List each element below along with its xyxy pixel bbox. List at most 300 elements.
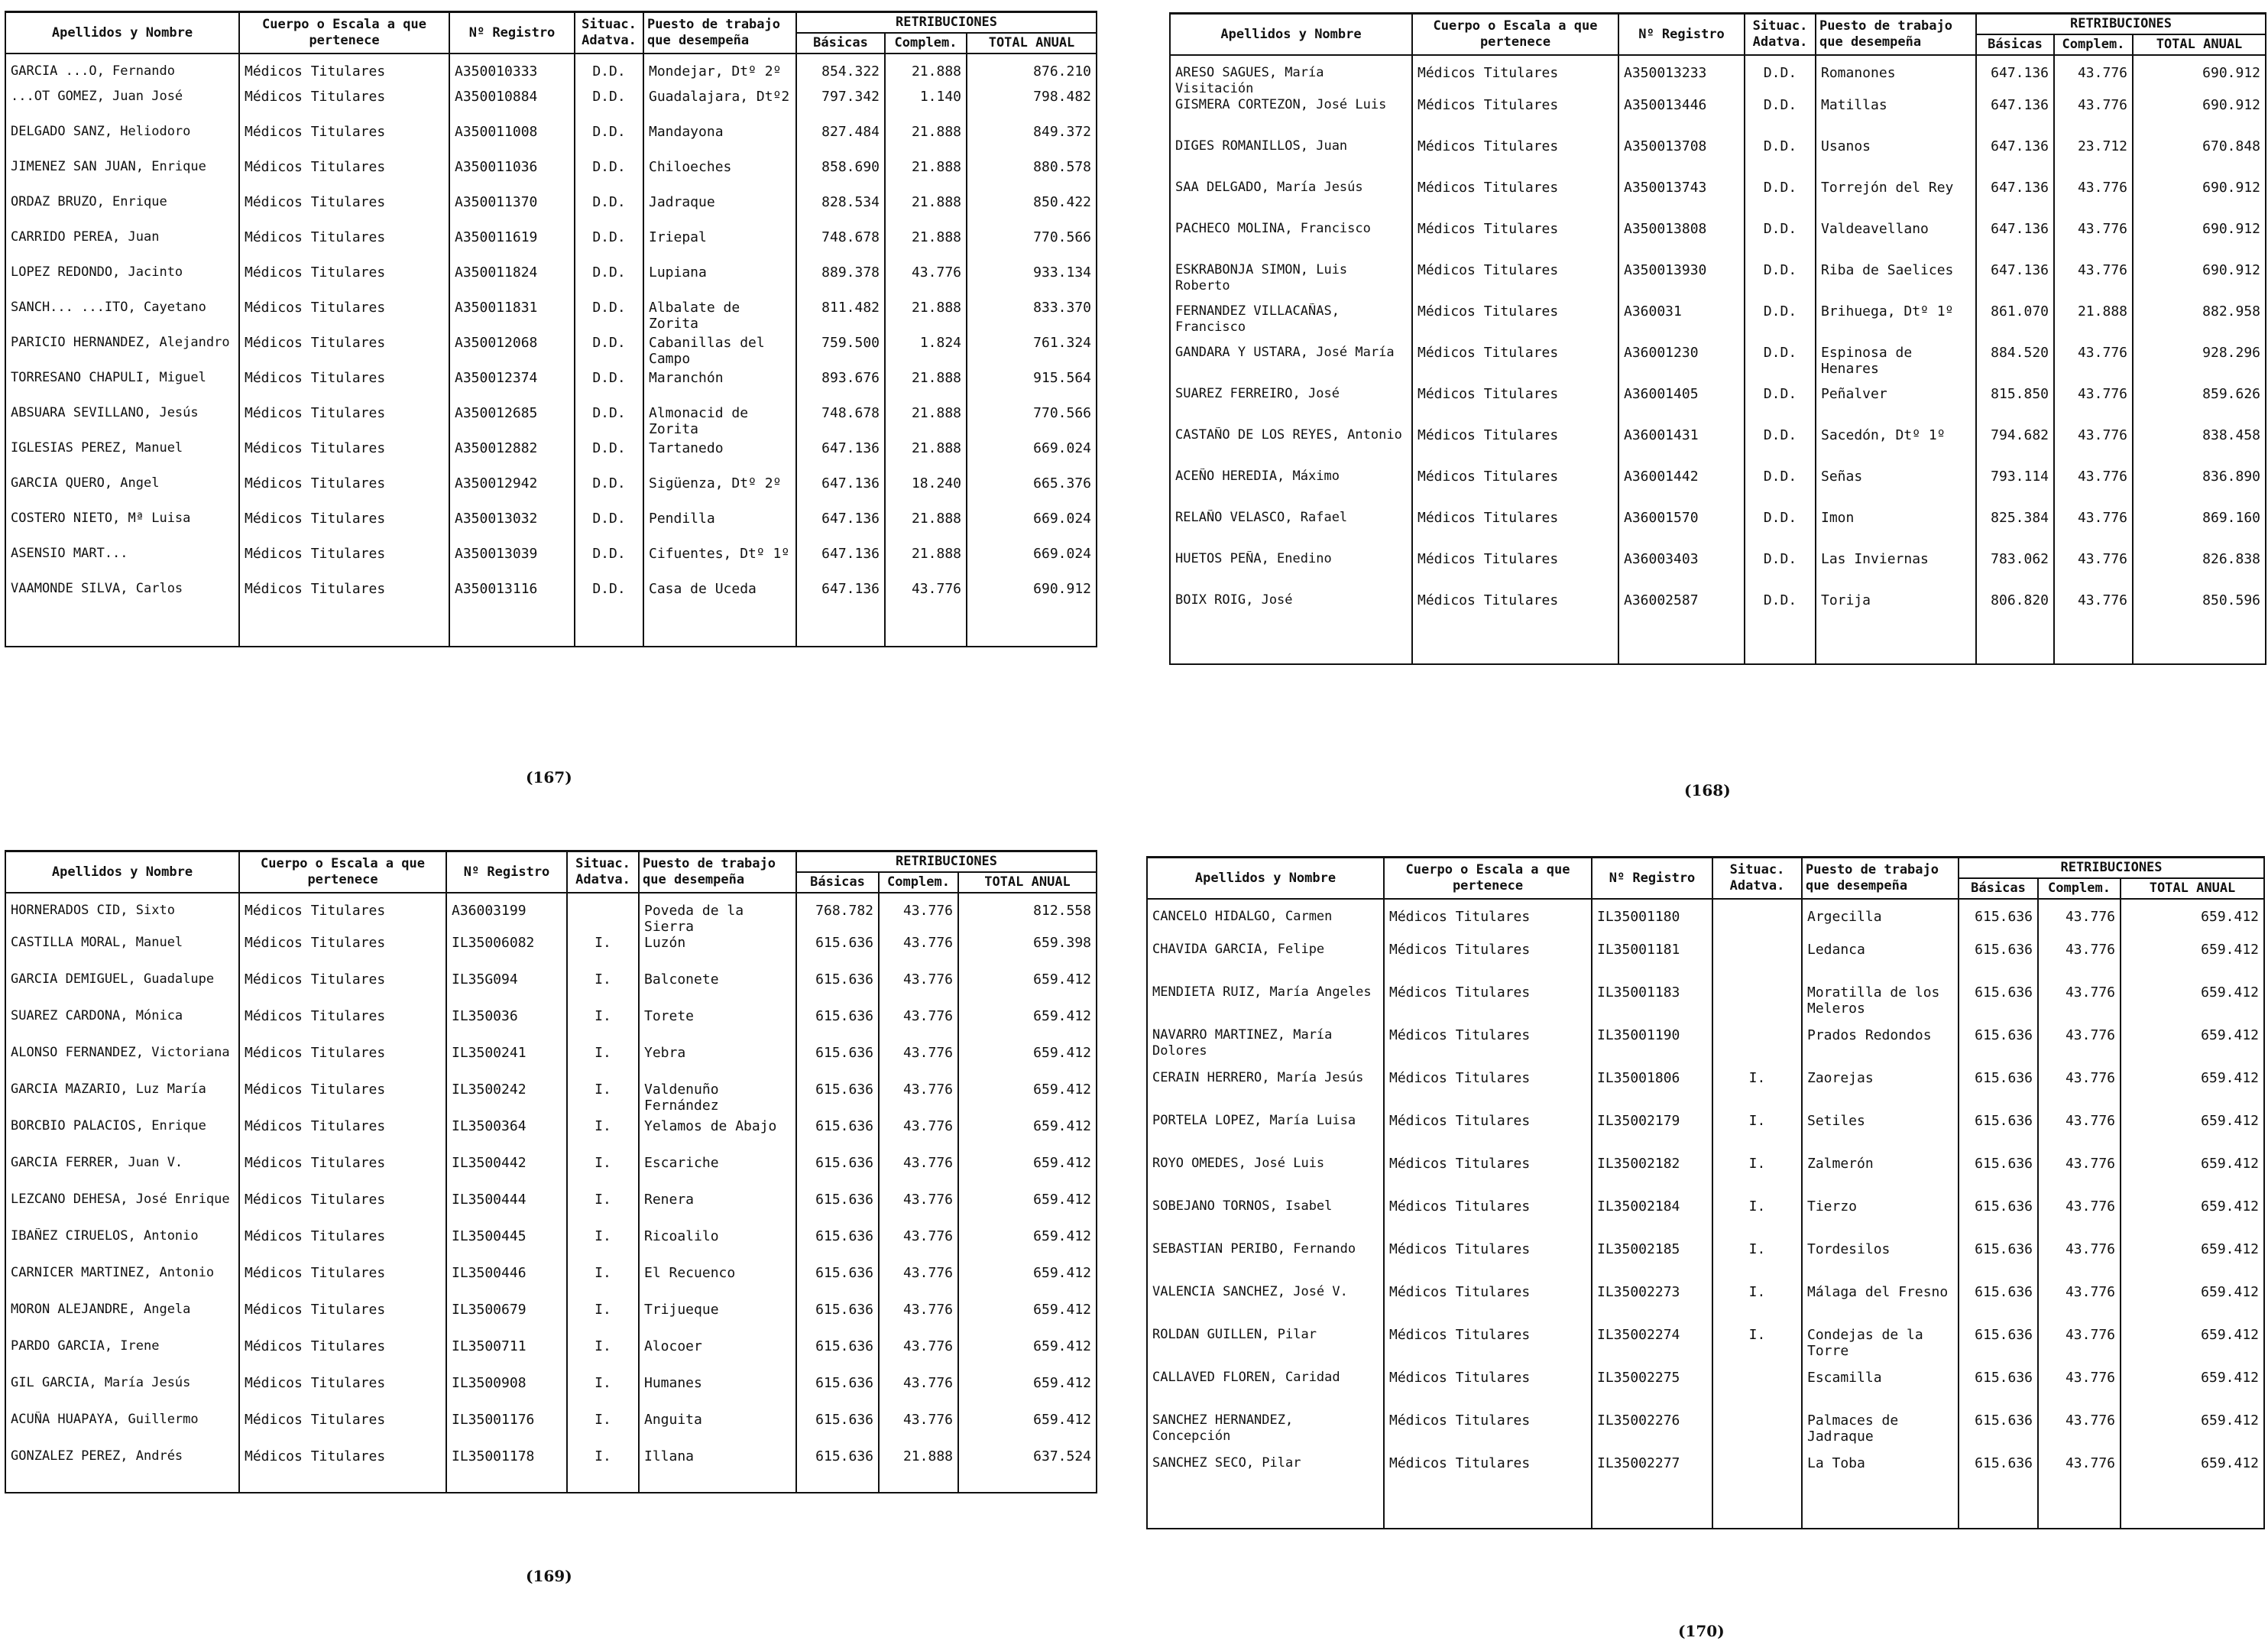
name-cell: ESKRABONJA SIMON, Luis Roberto xyxy=(1170,262,1412,303)
table-row xyxy=(5,229,1097,264)
total-cell: 659.412 xyxy=(958,1008,1097,1045)
name-cell: BORCBIO PALACIOS, Enrique xyxy=(5,1118,239,1155)
total-cell: 690.912 xyxy=(967,581,1097,616)
puesto-cell: Condejas de la Torre xyxy=(1802,1327,1959,1370)
registro-cell: IL35001178 xyxy=(446,1448,567,1485)
cuerpo-cell: Médicos Titulares xyxy=(239,370,449,405)
table-spacer-row xyxy=(5,616,1097,647)
spacer-cell xyxy=(2133,634,2266,664)
complem-cell: 43.776 xyxy=(879,971,958,1008)
situac-cell xyxy=(1712,1370,1802,1412)
table-170-body xyxy=(1147,899,2264,1529)
table-row xyxy=(5,475,1097,511)
situac-cell: I. xyxy=(1712,1113,1802,1156)
cuerpo-cell: Médicos Titulares xyxy=(239,893,446,935)
complem-cell: 43.776 xyxy=(879,1375,958,1412)
table-row xyxy=(5,89,1097,124)
situac-cell: D.D. xyxy=(1745,427,1816,469)
puesto-cell: Espinosa de Henares xyxy=(1816,345,1976,386)
table-row xyxy=(1147,1412,2264,1455)
basicas-cell: 615.636 xyxy=(1959,1198,2038,1241)
situac-cell: I. xyxy=(1712,1327,1802,1370)
name-cell: HORNERADOS CID, Sixto xyxy=(5,893,239,935)
table-row xyxy=(5,1082,1097,1118)
basicas-cell: 858.690 xyxy=(796,159,885,194)
header-cuerpo: Cuerpo o Escala a que pertenece xyxy=(239,851,446,893)
table-row xyxy=(5,1118,1097,1155)
basicas-cell: 615.636 xyxy=(796,1338,879,1375)
complem-cell: 21.888 xyxy=(885,159,967,194)
situac-cell: D.D. xyxy=(575,475,643,511)
complem-cell: 21.888 xyxy=(885,54,967,89)
complem-cell: 43.776 xyxy=(2038,984,2121,1027)
header-complem: Complem. xyxy=(2038,878,2121,899)
table-row xyxy=(1147,942,2264,984)
table-row xyxy=(5,581,1097,616)
table-row xyxy=(1170,180,2266,221)
puesto-cell: Imon xyxy=(1816,510,1976,551)
name-cell: ROLDAN GUILLEN, Pilar xyxy=(1147,1327,1384,1370)
puesto-cell: Palmaces de Jadraque xyxy=(1802,1412,1959,1455)
situac-cell: I. xyxy=(567,1265,639,1302)
situac-cell: I. xyxy=(567,1082,639,1118)
basicas-cell: 615.636 xyxy=(796,1045,879,1082)
puesto-cell: Cabanillas del Campo xyxy=(643,335,796,370)
total-cell: 659.412 xyxy=(958,1192,1097,1228)
complem-cell: 43.776 xyxy=(2054,55,2133,97)
total-cell: 659.412 xyxy=(958,1412,1097,1448)
situac-cell: D.D. xyxy=(575,194,643,229)
complem-cell: 43.776 xyxy=(2054,180,2133,221)
basicas-cell: 615.636 xyxy=(796,1412,879,1448)
name-cell: CHAVIDA GARCIA, Felipe xyxy=(1147,942,1384,984)
complem-cell: 21.888 xyxy=(885,124,967,159)
registro-cell: A350012374 xyxy=(449,370,575,405)
table-row xyxy=(5,124,1097,159)
basicas-cell: 827.484 xyxy=(796,124,885,159)
basicas-cell: 794.682 xyxy=(1976,427,2054,469)
complem-cell: 43.776 xyxy=(2038,1412,2121,1455)
puesto-cell: Sigüenza, Dtº 2º xyxy=(643,475,796,511)
total-cell: 659.412 xyxy=(958,1045,1097,1082)
cuerpo-cell: Médicos Titulares xyxy=(239,159,449,194)
puesto-cell: Escariche xyxy=(639,1155,796,1192)
registro-cell: A350012942 xyxy=(449,475,575,511)
total-cell: 690.912 xyxy=(2133,262,2266,303)
table-row xyxy=(1170,221,2266,262)
table-row xyxy=(1147,1027,2264,1070)
header-puesto: Puesto de trabajo que desempeña xyxy=(1802,858,1959,900)
basicas-cell: 615.636 xyxy=(796,1082,879,1118)
spacer-cell xyxy=(1170,634,1412,664)
name-cell: SUAREZ FERREIRO, José xyxy=(1170,386,1412,427)
name-cell: SANCH... ...ITO, Cayetano xyxy=(5,300,239,335)
basicas-cell: 828.534 xyxy=(796,194,885,229)
complem-cell: 43.776 xyxy=(2038,1198,2121,1241)
complem-cell: 43.776 xyxy=(2054,221,2133,262)
total-cell: 659.412 xyxy=(2121,1241,2264,1284)
complem-cell: 43.776 xyxy=(2038,1027,2121,1070)
complem-cell: 21.888 xyxy=(885,546,967,581)
registro-cell: IL35002276 xyxy=(1592,1412,1712,1455)
registro-cell: A350011008 xyxy=(449,124,575,159)
registro-cell: A350011370 xyxy=(449,194,575,229)
total-cell: 850.422 xyxy=(967,194,1097,229)
cuerpo-cell: Médicos Titulares xyxy=(239,1155,446,1192)
cuerpo-cell: Médicos Titulares xyxy=(1412,262,1618,303)
table-row xyxy=(5,405,1097,440)
total-cell: 826.838 xyxy=(2133,551,2266,592)
name-cell: ACUÑA HUAPAYA, Guillermo xyxy=(5,1412,239,1448)
registro-cell: IL3500241 xyxy=(446,1045,567,1082)
situac-cell xyxy=(567,893,639,935)
registro-cell: A350011619 xyxy=(449,229,575,264)
situac-cell: I. xyxy=(567,935,639,971)
complem-cell: 21.888 xyxy=(885,511,967,546)
cuerpo-cell: Médicos Titulares xyxy=(239,1338,446,1375)
total-cell: 659.412 xyxy=(958,1118,1097,1155)
puesto-cell: Anguita xyxy=(639,1412,796,1448)
registro-cell: A350011831 xyxy=(449,300,575,335)
cuerpo-cell: Médicos Titulares xyxy=(239,300,449,335)
registro-cell: IL35002182 xyxy=(1592,1156,1712,1198)
puesto-cell: Peñalver xyxy=(1816,386,1976,427)
puesto-cell: Señas xyxy=(1816,469,1976,510)
name-cell: COSTERO NIETO, Mª Luisa xyxy=(5,511,239,546)
situac-cell: D.D. xyxy=(1745,303,1816,345)
registro-cell: IL35001190 xyxy=(1592,1027,1712,1070)
name-cell: VAAMONDE SILVA, Carlos xyxy=(5,581,239,616)
total-cell: 665.376 xyxy=(967,475,1097,511)
complem-cell: 21.888 xyxy=(885,440,967,475)
puesto-cell: Brihuega, Dtº 1º xyxy=(1816,303,1976,345)
basicas-cell: 815.850 xyxy=(1976,386,2054,427)
name-cell: DELGADO SANZ, Heliodoro xyxy=(5,124,239,159)
situac-cell xyxy=(1712,1027,1802,1070)
name-cell: RELAÑO VELASCO, Rafael xyxy=(1170,510,1412,551)
registro-cell: A350012068 xyxy=(449,335,575,370)
name-cell: GARCIA FERRER, Juan V. xyxy=(5,1155,239,1192)
table-row xyxy=(1170,138,2266,180)
cuerpo-cell: Médicos Titulares xyxy=(239,1302,446,1338)
table-row xyxy=(1147,1370,2264,1412)
puesto-cell: Guadalajara, Dtº2 xyxy=(643,89,796,124)
header-name: Apellidos y Nombre xyxy=(1147,858,1384,900)
basicas-cell: 615.636 xyxy=(796,1155,879,1192)
basicas-cell: 615.636 xyxy=(1959,1070,2038,1113)
basicas-cell: 615.636 xyxy=(1959,984,2038,1027)
name-cell: ORDAZ BRUZO, Enrique xyxy=(5,194,239,229)
situac-cell: I. xyxy=(567,1302,639,1338)
header-total: TOTAL ANUAL xyxy=(2121,878,2264,899)
registro-cell: IL3500364 xyxy=(446,1118,567,1155)
table-row xyxy=(1170,386,2266,427)
cuerpo-cell: Médicos Titulares xyxy=(1412,97,1618,138)
total-cell: 880.578 xyxy=(967,159,1097,194)
complem-cell: 23.712 xyxy=(2054,138,2133,180)
complem-cell: 43.776 xyxy=(879,1192,958,1228)
name-cell: SOBEJANO TORNOS, Isabel xyxy=(1147,1198,1384,1241)
total-cell: 690.912 xyxy=(2133,97,2266,138)
situac-cell: I. xyxy=(567,1338,639,1375)
cuerpo-cell: Médicos Titulares xyxy=(239,335,449,370)
basicas-cell: 615.636 xyxy=(1959,1412,2038,1455)
total-cell: 770.566 xyxy=(967,229,1097,264)
registro-cell: IL350036 xyxy=(446,1008,567,1045)
total-cell: 869.160 xyxy=(2133,510,2266,551)
situac-cell: D.D. xyxy=(575,300,643,335)
cuerpo-cell: Médicos Titulares xyxy=(1384,1241,1592,1284)
cuerpo-cell: Médicos Titulares xyxy=(239,54,449,89)
puesto-cell: Humanes xyxy=(639,1375,796,1412)
name-cell: CARRIDO PEREA, Juan xyxy=(5,229,239,264)
cuerpo-cell: Médicos Titulares xyxy=(1384,1412,1592,1455)
page-number-168: (168) xyxy=(1684,781,1731,799)
cuerpo-cell: Médicos Titulares xyxy=(239,1192,446,1228)
registro-cell: A350013032 xyxy=(449,511,575,546)
name-cell: GARCIA QUERO, Angel xyxy=(5,475,239,511)
registro-cell: A36001570 xyxy=(1618,510,1745,551)
total-cell: 669.024 xyxy=(967,440,1097,475)
puesto-cell: Ledanca xyxy=(1802,942,1959,984)
header-name: Apellidos y Nombre xyxy=(1170,14,1412,56)
total-cell: 850.596 xyxy=(2133,592,2266,634)
table-row xyxy=(5,1375,1097,1412)
cuerpo-cell: Médicos Titulares xyxy=(1412,55,1618,97)
puesto-cell: Torrejón del Rey xyxy=(1816,180,1976,221)
complem-cell: 1.140 xyxy=(885,89,967,124)
name-cell: IGLESIAS PEREZ, Manuel xyxy=(5,440,239,475)
registro-cell: A36001431 xyxy=(1618,427,1745,469)
table-row xyxy=(5,893,1097,935)
table-row xyxy=(5,264,1097,300)
complem-cell: 43.776 xyxy=(2054,97,2133,138)
situac-cell: D.D. xyxy=(575,440,643,475)
total-cell: 659.412 xyxy=(2121,1455,2264,1498)
total-cell: 659.412 xyxy=(958,971,1097,1008)
situac-cell: D.D. xyxy=(575,581,643,616)
total-cell: 690.912 xyxy=(2133,221,2266,262)
cuerpo-cell: Médicos Titulares xyxy=(239,229,449,264)
spacer-cell xyxy=(1959,1498,2038,1529)
header-situac: Situac. Adatva. xyxy=(1745,14,1816,56)
cuerpo-cell: Médicos Titulares xyxy=(1412,138,1618,180)
cuerpo-cell: Médicos Titulares xyxy=(239,1265,446,1302)
header-registro: Nº Registro xyxy=(1618,14,1745,56)
cuerpo-cell: Médicos Titulares xyxy=(1412,592,1618,634)
complem-cell: 43.776 xyxy=(2038,1370,2121,1412)
cuerpo-cell: Médicos Titulares xyxy=(1384,1327,1592,1370)
header-cuerpo: Cuerpo o Escala a que pertenece xyxy=(1412,14,1618,56)
puesto-cell: Tartanedo xyxy=(643,440,796,475)
name-cell: PARICIO HERNANDEZ, Alejandro xyxy=(5,335,239,370)
puesto-cell: Renera xyxy=(639,1192,796,1228)
situac-cell: D.D. xyxy=(1745,97,1816,138)
situac-cell: D.D. xyxy=(575,264,643,300)
header-cuerpo: Cuerpo o Escala a que pertenece xyxy=(1384,858,1592,900)
complem-cell: 21.888 xyxy=(885,229,967,264)
table-170 xyxy=(1146,856,2265,1529)
total-cell: 690.912 xyxy=(2133,55,2266,97)
basicas-cell: 647.136 xyxy=(796,475,885,511)
situac-cell: I. xyxy=(567,1192,639,1228)
situac-cell: D.D. xyxy=(575,335,643,370)
cuerpo-cell: Médicos Titulares xyxy=(239,89,449,124)
basicas-cell: 615.636 xyxy=(1959,1327,2038,1370)
spacer-cell xyxy=(796,1485,879,1493)
puesto-cell: Matillas xyxy=(1816,97,1976,138)
name-cell: LEZCANO DEHESA, José Enrique xyxy=(5,1192,239,1228)
spacer-cell xyxy=(2054,634,2133,664)
registro-cell: A36001442 xyxy=(1618,469,1745,510)
table-row xyxy=(5,935,1097,971)
total-cell: 849.372 xyxy=(967,124,1097,159)
registro-cell: A350012685 xyxy=(449,405,575,440)
header-registro: Nº Registro xyxy=(449,12,575,54)
complem-cell: 43.776 xyxy=(879,1008,958,1045)
spacer-cell xyxy=(639,1485,796,1493)
table-row xyxy=(5,1045,1097,1082)
table-row xyxy=(1170,592,2266,634)
basicas-cell: 893.676 xyxy=(796,370,885,405)
registro-cell: IL35006082 xyxy=(446,935,567,971)
total-cell: 659.412 xyxy=(958,1265,1097,1302)
total-cell: 669.024 xyxy=(967,546,1097,581)
table-row xyxy=(5,335,1097,370)
situac-cell: I. xyxy=(1712,1284,1802,1327)
puesto-cell: Moratilla de los Meleros xyxy=(1802,984,1959,1027)
complem-cell: 1.824 xyxy=(885,335,967,370)
puesto-cell: Prados Redondos xyxy=(1802,1027,1959,1070)
complem-cell: 21.888 xyxy=(879,1448,958,1485)
name-cell: PARDO GARCIA, Irene xyxy=(5,1338,239,1375)
registro-cell: IL35002184 xyxy=(1592,1198,1712,1241)
registro-cell: A36003403 xyxy=(1618,551,1745,592)
registro-cell: IL35002275 xyxy=(1592,1370,1712,1412)
puesto-cell: Chiloeches xyxy=(643,159,796,194)
registro-cell: IL35001180 xyxy=(1592,899,1712,942)
header-puesto: Puesto de trabajo que desempeña xyxy=(1816,14,1976,56)
situac-cell xyxy=(1712,942,1802,984)
puesto-cell: Zaorejas xyxy=(1802,1070,1959,1113)
registro-cell: A350013708 xyxy=(1618,138,1745,180)
table-167 xyxy=(5,11,1097,647)
basicas-cell: 615.636 xyxy=(796,1302,879,1338)
basicas-cell: 615.636 xyxy=(796,971,879,1008)
cuerpo-cell: Médicos Titulares xyxy=(239,1375,446,1412)
situac-cell: D.D. xyxy=(575,511,643,546)
complem-cell: 43.776 xyxy=(879,1082,958,1118)
total-cell: 859.626 xyxy=(2133,386,2266,427)
complem-cell: 43.776 xyxy=(2054,427,2133,469)
table-row xyxy=(5,370,1097,405)
table-167-wrap xyxy=(5,11,1097,647)
name-cell: CANCELO HIDALGO, Carmen xyxy=(1147,899,1384,942)
spacer-cell xyxy=(879,1485,958,1493)
cuerpo-cell: Médicos Titulares xyxy=(239,971,446,1008)
header-puesto: Puesto de trabajo que desempeña xyxy=(639,851,796,893)
basicas-cell: 647.136 xyxy=(1976,262,2054,303)
spacer-cell xyxy=(958,1485,1097,1493)
cuerpo-cell: Médicos Titulares xyxy=(1384,984,1592,1027)
registro-cell: A350013039 xyxy=(449,546,575,581)
spacer-cell xyxy=(5,616,239,647)
total-cell: 928.296 xyxy=(2133,345,2266,386)
name-cell: SEBASTIAN PERIBO, Fernando xyxy=(1147,1241,1384,1284)
puesto-cell: Málaga del Fresno xyxy=(1802,1284,1959,1327)
name-cell: PORTELA LOPEZ, María Luisa xyxy=(1147,1113,1384,1156)
complem-cell: 43.776 xyxy=(2054,592,2133,634)
table-row xyxy=(1170,469,2266,510)
total-cell: 659.412 xyxy=(958,1155,1097,1192)
basicas-cell: 615.636 xyxy=(796,1448,879,1485)
puesto-cell: Trijueque xyxy=(639,1302,796,1338)
spacer-cell xyxy=(1592,1498,1712,1529)
situac-cell xyxy=(1712,984,1802,1027)
basicas-cell: 647.136 xyxy=(1976,221,2054,262)
complem-cell: 21.888 xyxy=(885,194,967,229)
cuerpo-cell: Médicos Titulares xyxy=(239,124,449,159)
complem-cell: 43.776 xyxy=(879,1118,958,1155)
name-cell: JIMENEZ SAN JUAN, Enrique xyxy=(5,159,239,194)
basicas-cell: 811.482 xyxy=(796,300,885,335)
table-row xyxy=(1147,1113,2264,1156)
cuerpo-cell: Médicos Titulares xyxy=(1384,1070,1592,1113)
registro-cell: A350010333 xyxy=(449,54,575,89)
basicas-cell: 615.636 xyxy=(796,1375,879,1412)
complem-cell: 43.776 xyxy=(879,1338,958,1375)
header-retribuciones: RETRIBUCIONES xyxy=(1976,14,2266,35)
spacer-cell xyxy=(1745,634,1816,664)
header-basicas: Básicas xyxy=(796,872,879,893)
basicas-cell: 793.114 xyxy=(1976,469,2054,510)
situac-cell: D.D. xyxy=(1745,551,1816,592)
table-169-body xyxy=(5,893,1097,1493)
puesto-cell: Almonacid de Zorita xyxy=(643,405,796,440)
table-row xyxy=(1170,303,2266,345)
cuerpo-cell: Médicos Titulares xyxy=(1412,303,1618,345)
table-row xyxy=(5,194,1097,229)
header-basicas: Básicas xyxy=(796,33,885,54)
total-cell: 659.412 xyxy=(2121,1327,2264,1370)
header-complem: Complem. xyxy=(879,872,958,893)
name-cell: ARESO SAGUES, María Visitación xyxy=(1170,55,1412,97)
basicas-cell: 825.384 xyxy=(1976,510,2054,551)
cuerpo-cell: Médicos Titulares xyxy=(1412,427,1618,469)
header-registro: Nº Registro xyxy=(1592,858,1712,900)
name-cell: TORRESANO CHAPULI, Miguel xyxy=(5,370,239,405)
table-168 xyxy=(1169,12,2266,665)
basicas-cell: 748.678 xyxy=(796,405,885,440)
complem-cell: 43.776 xyxy=(2054,345,2133,386)
total-cell: 659.412 xyxy=(2121,984,2264,1027)
registro-cell: A350011036 xyxy=(449,159,575,194)
puesto-cell: Iriepal xyxy=(643,229,796,264)
cuerpo-cell: Médicos Titulares xyxy=(1412,386,1618,427)
situac-cell: D.D. xyxy=(575,159,643,194)
total-cell: 659.412 xyxy=(2121,1198,2264,1241)
total-cell: 838.458 xyxy=(2133,427,2266,469)
situac-cell: D.D. xyxy=(575,89,643,124)
registro-cell: IL3500444 xyxy=(446,1192,567,1228)
page-number-169: (169) xyxy=(526,1567,572,1585)
situac-cell: D.D. xyxy=(575,124,643,159)
registro-cell: A350010884 xyxy=(449,89,575,124)
table-row xyxy=(1147,984,2264,1027)
spacer-cell xyxy=(1412,634,1618,664)
situac-cell: D.D. xyxy=(1745,55,1816,97)
table-spacer-row xyxy=(1170,634,2266,664)
